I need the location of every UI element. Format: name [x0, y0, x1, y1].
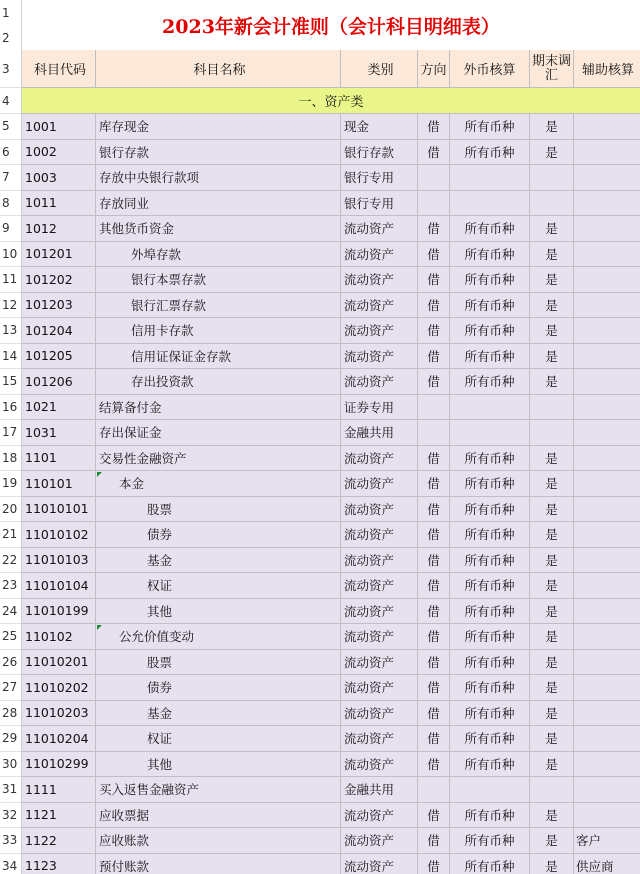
cell-period-end-adjust[interactable]: 是 [530, 318, 574, 344]
cell-code[interactable]: 1001 [22, 114, 96, 140]
row-number: 17 [0, 420, 22, 446]
cell-name[interactable]: 应收账款 [96, 828, 341, 854]
table-row [0, 548, 640, 574]
cell-direction[interactable]: 借 [418, 752, 450, 778]
cell-name[interactable]: 库存现金 [96, 114, 341, 140]
cell-period-end-adjust[interactable]: 是 [530, 548, 574, 574]
row-number: 20 [0, 497, 22, 523]
cell-comment-marker-icon [97, 472, 102, 477]
cell-code[interactable]: 1021 [22, 395, 96, 421]
cell-type[interactable]: 银行存款 [341, 140, 418, 166]
row-number: 9 [0, 216, 22, 242]
cell-foreign-currency[interactable]: 所有币种 [450, 318, 530, 344]
table-row [0, 828, 640, 854]
cell-direction[interactable]: 借 [418, 216, 450, 242]
cell-auxiliary[interactable] [574, 599, 640, 625]
row-number: 27 [0, 675, 22, 701]
cell-type[interactable]: 流动资产 [341, 803, 418, 829]
cell-type[interactable]: 流动资产 [341, 726, 418, 752]
cell-code[interactable]: 1002 [22, 140, 96, 166]
cell-code[interactable]: 11010299 [22, 752, 96, 778]
row-number: 8 [0, 191, 22, 217]
cell-period-end-adjust[interactable]: 是 [530, 446, 574, 472]
cell-name[interactable]: 预付账款 [96, 854, 341, 874]
cell-auxiliary[interactable]: 供应商 [574, 854, 640, 874]
header-code[interactable]: 科目代码 [22, 50, 96, 88]
cell-name[interactable]: 存出投资款 [96, 369, 341, 395]
cell-foreign-currency[interactable]: 所有币种 [450, 650, 530, 676]
cell-period-end-adjust[interactable] [530, 420, 574, 446]
header-type[interactable]: 类别 [341, 50, 418, 88]
cell-name[interactable]: 存放中央银行款项 [96, 165, 341, 191]
cell-name[interactable]: 股票 [96, 650, 341, 676]
table-row [0, 216, 640, 242]
cell-foreign-currency[interactable]: 所有币种 [450, 828, 530, 854]
cell-type[interactable]: 流动资产 [341, 446, 418, 472]
row-number: 25 [0, 624, 22, 650]
cell-auxiliary[interactable] [574, 752, 640, 778]
cell-type[interactable]: 流动资产 [341, 675, 418, 701]
cell-direction[interactable] [418, 395, 450, 421]
cell-type[interactable]: 流动资产 [341, 752, 418, 778]
row-number: 4 [0, 88, 22, 114]
cell-type[interactable]: 流动资产 [341, 522, 418, 548]
cell-code[interactable]: 101202 [22, 267, 96, 293]
cell-foreign-currency[interactable] [450, 420, 530, 446]
cell-auxiliary[interactable]: 客户 [574, 828, 640, 854]
cell-type[interactable]: 流动资产 [341, 828, 418, 854]
cell-name[interactable]: 信用卡存款 [96, 318, 341, 344]
row-number: 14 [0, 344, 22, 370]
cell-period-end-adjust[interactable]: 是 [530, 293, 574, 319]
cell-type[interactable]: 流动资产 [341, 344, 418, 370]
cell-direction[interactable]: 借 [418, 344, 450, 370]
cell-auxiliary[interactable] [574, 165, 640, 191]
header-foreign-currency[interactable]: 外币核算 [450, 50, 530, 88]
row-number: 33 [0, 828, 22, 854]
cell-direction[interactable]: 借 [418, 624, 450, 650]
cell-code[interactable]: 101204 [22, 318, 96, 344]
cell-code[interactable]: 11010104 [22, 573, 96, 599]
row-number: 21 [0, 522, 22, 548]
cell-comment-marker-icon [97, 625, 102, 630]
row-number: 28 [0, 701, 22, 727]
cell-period-end-adjust[interactable]: 是 [530, 803, 574, 829]
cell-period-end-adjust[interactable] [530, 165, 574, 191]
row-number: 31 [0, 777, 22, 803]
row-number: 12 [0, 293, 22, 319]
cell-auxiliary[interactable] [574, 140, 640, 166]
cell-foreign-currency[interactable] [450, 191, 530, 217]
row-number: 16 [0, 395, 22, 421]
table-row [0, 726, 640, 752]
row-number: 34 [0, 854, 22, 874]
cell-type[interactable]: 流动资产 [341, 548, 418, 574]
header-direction[interactable]: 方向 [418, 50, 450, 88]
cell-type[interactable]: 流动资产 [341, 242, 418, 268]
row-number: 15 [0, 369, 22, 395]
cell-foreign-currency[interactable]: 所有币种 [450, 140, 530, 166]
table-row [0, 573, 640, 599]
cell-name[interactable]: 买入返售金融资产 [96, 777, 341, 803]
cell-foreign-currency[interactable]: 所有币种 [450, 599, 530, 625]
table-row [0, 267, 640, 293]
table-row [0, 650, 640, 676]
cell-auxiliary[interactable] [574, 471, 640, 497]
table-row [0, 140, 640, 166]
cell-type[interactable]: 银行专用 [341, 165, 418, 191]
cell-type[interactable]: 流动资产 [341, 318, 418, 344]
cell-direction[interactable]: 借 [418, 242, 450, 268]
cell-foreign-currency[interactable]: 所有币种 [450, 624, 530, 650]
cell-period-end-adjust[interactable]: 是 [530, 242, 574, 268]
cell-type[interactable]: 金融共用 [341, 420, 418, 446]
cell-foreign-currency[interactable]: 所有币种 [450, 446, 530, 472]
cell-auxiliary[interactable] [574, 777, 640, 803]
header-auxiliary[interactable]: 辅助核算 [574, 50, 640, 88]
cell-direction[interactable]: 借 [418, 726, 450, 752]
section-title[interactable]: 一、资产类 [22, 88, 640, 114]
cell-auxiliary[interactable] [574, 624, 640, 650]
table-row [0, 777, 640, 803]
cell-period-end-adjust[interactable] [530, 191, 574, 217]
cell-type[interactable]: 金融共用 [341, 777, 418, 803]
cell-direction[interactable]: 借 [418, 140, 450, 166]
row-number: 18 [0, 446, 22, 472]
cell-auxiliary[interactable] [574, 701, 640, 727]
cell-auxiliary[interactable] [574, 522, 640, 548]
table-row [0, 191, 640, 217]
cell-code[interactable]: 1012 [22, 216, 96, 242]
cell-type[interactable]: 流动资产 [341, 216, 418, 242]
row-number: 1 [2, 5, 10, 20]
cell-type[interactable]: 现金 [341, 114, 418, 140]
cell-foreign-currency[interactable]: 所有币种 [450, 369, 530, 395]
cell-name[interactable]: 其他货币资金 [96, 216, 341, 242]
cell-name[interactable]: 基金 [96, 548, 341, 574]
cell-foreign-currency[interactable]: 所有币种 [450, 242, 530, 268]
cell-period-end-adjust[interactable]: 是 [530, 624, 574, 650]
cell-type[interactable]: 流动资产 [341, 624, 418, 650]
cell-direction[interactable]: 借 [418, 675, 450, 701]
cell-code[interactable]: 11010199 [22, 599, 96, 625]
cell-type[interactable]: 流动资产 [341, 650, 418, 676]
cell-direction[interactable]: 借 [418, 471, 450, 497]
cell-name[interactable]: 信用证保证金存款 [96, 344, 341, 370]
table-row [0, 497, 640, 523]
cell-code[interactable]: 11010203 [22, 701, 96, 727]
table-row [0, 344, 640, 370]
cell-type[interactable]: 银行专用 [341, 191, 418, 217]
cell-code[interactable]: 1123 [22, 854, 96, 874]
cell-name[interactable]: 银行汇票存款 [96, 293, 341, 319]
table-row [0, 803, 640, 829]
cell-type[interactable]: 流动资产 [341, 471, 418, 497]
section-row [0, 88, 640, 114]
table-row [0, 165, 640, 191]
cell-type[interactable]: 流动资产 [341, 701, 418, 727]
cell-name[interactable]: 结算备付金 [96, 395, 341, 421]
cell-direction[interactable]: 借 [418, 548, 450, 574]
cell-direction[interactable]: 借 [418, 446, 450, 472]
cell-direction[interactable]: 借 [418, 267, 450, 293]
cell-name[interactable]: 公允价值变动 [96, 624, 341, 650]
cell-auxiliary[interactable] [574, 726, 640, 752]
cell-name[interactable]: 本金 [96, 471, 341, 497]
cell-name[interactable]: 权证 [96, 726, 341, 752]
cell-code[interactable]: 110101 [22, 471, 96, 497]
cell-direction[interactable]: 借 [418, 573, 450, 599]
cell-period-end-adjust[interactable]: 是 [530, 344, 574, 370]
cell-type[interactable]: 流动资产 [341, 854, 418, 874]
cell-foreign-currency[interactable]: 所有币种 [450, 293, 530, 319]
cell-foreign-currency[interactable]: 所有币种 [450, 471, 530, 497]
cell-period-end-adjust[interactable]: 是 [530, 140, 574, 166]
row-number: 6 [0, 140, 22, 166]
cell-name[interactable]: 其他 [96, 599, 341, 625]
cell-direction[interactable]: 借 [418, 599, 450, 625]
cell-period-end-adjust[interactable]: 是 [530, 854, 574, 874]
cell-direction[interactable]: 借 [418, 369, 450, 395]
cell-direction[interactable]: 借 [418, 522, 450, 548]
cell-period-end-adjust[interactable]: 是 [530, 701, 574, 727]
row-number: 2 [2, 30, 10, 45]
cell-auxiliary[interactable] [574, 573, 640, 599]
cell-code[interactable]: 101206 [22, 369, 96, 395]
table-row [0, 318, 640, 344]
table-row [0, 522, 640, 548]
cell-name[interactable]: 股票 [96, 497, 341, 523]
cell-foreign-currency[interactable]: 所有币种 [450, 344, 530, 370]
cell-period-end-adjust[interactable]: 是 [530, 828, 574, 854]
cell-foreign-currency[interactable]: 所有币种 [450, 548, 530, 574]
row-number-gutter [0, 0, 22, 50]
cell-period-end-adjust[interactable]: 是 [530, 497, 574, 523]
row-number: 7 [0, 165, 22, 191]
cell-auxiliary[interactable] [574, 191, 640, 217]
cell-foreign-currency[interactable] [450, 777, 530, 803]
cell-auxiliary[interactable] [574, 344, 640, 370]
cell-period-end-adjust[interactable]: 是 [530, 752, 574, 778]
cell-direction[interactable]: 借 [418, 293, 450, 319]
cell-direction[interactable] [418, 777, 450, 803]
cell-period-end-adjust[interactable]: 是 [530, 471, 574, 497]
cell-foreign-currency[interactable]: 所有币种 [450, 854, 530, 874]
row-number: 11 [0, 267, 22, 293]
cell-auxiliary[interactable] [574, 420, 640, 446]
cell-auxiliary[interactable] [574, 114, 640, 140]
cell-auxiliary[interactable] [574, 675, 640, 701]
cell-code[interactable]: 101203 [22, 293, 96, 319]
cell-auxiliary[interactable] [574, 369, 640, 395]
row-number: 13 [0, 318, 22, 344]
table-row [0, 599, 640, 625]
cell-period-end-adjust[interactable]: 是 [530, 650, 574, 676]
row-number: 26 [0, 650, 22, 676]
cell-auxiliary[interactable] [574, 446, 640, 472]
table-row [0, 701, 640, 727]
table-row [0, 114, 640, 140]
cell-period-end-adjust[interactable]: 是 [530, 114, 574, 140]
cell-type[interactable]: 流动资产 [341, 497, 418, 523]
table-row [0, 369, 640, 395]
row-number: 22 [0, 548, 22, 574]
cell-direction[interactable]: 借 [418, 650, 450, 676]
cell-period-end-adjust[interactable]: 是 [530, 599, 574, 625]
cell-foreign-currency[interactable]: 所有币种 [450, 803, 530, 829]
cell-code[interactable]: 11010102 [22, 522, 96, 548]
row-number: 29 [0, 726, 22, 752]
cell-foreign-currency[interactable]: 所有币种 [450, 267, 530, 293]
table-row [0, 624, 640, 650]
cell-period-end-adjust[interactable]: 是 [530, 675, 574, 701]
cell-foreign-currency[interactable]: 所有币种 [450, 114, 530, 140]
row-number: 19 [0, 471, 22, 497]
cell-code[interactable]: 1122 [22, 828, 96, 854]
cell-code[interactable]: 1031 [22, 420, 96, 446]
cell-auxiliary[interactable] [574, 242, 640, 268]
cell-name[interactable]: 应收票据 [96, 803, 341, 829]
cell-code[interactable]: 11010103 [22, 548, 96, 574]
cell-code[interactable]: 101201 [22, 242, 96, 268]
cell-direction[interactable]: 借 [418, 828, 450, 854]
cell-period-end-adjust[interactable] [530, 777, 574, 803]
cell-auxiliary[interactable] [574, 293, 640, 319]
cell-type[interactable]: 流动资产 [341, 267, 418, 293]
cell-foreign-currency[interactable]: 所有币种 [450, 752, 530, 778]
cell-name[interactable]: 基金 [96, 701, 341, 727]
sheet-title[interactable]: 2023年新会计准则（会计科目明细表） [22, 0, 640, 50]
cell-direction[interactable] [418, 191, 450, 217]
cell-direction[interactable] [418, 165, 450, 191]
cell-auxiliary[interactable] [574, 548, 640, 574]
cell-period-end-adjust[interactable]: 是 [530, 726, 574, 752]
title-row [0, 0, 640, 50]
cell-auxiliary[interactable] [574, 216, 640, 242]
cell-direction[interactable]: 借 [418, 701, 450, 727]
cell-auxiliary[interactable] [574, 318, 640, 344]
cell-period-end-adjust[interactable]: 是 [530, 522, 574, 548]
cell-type[interactable]: 流动资产 [341, 369, 418, 395]
cell-auxiliary[interactable] [574, 267, 640, 293]
cell-name[interactable]: 银行本票存款 [96, 267, 341, 293]
cell-code[interactable]: 1101 [22, 446, 96, 472]
cell-auxiliary[interactable] [574, 803, 640, 829]
cell-code[interactable]: 101205 [22, 344, 96, 370]
cell-foreign-currency[interactable]: 所有币种 [450, 573, 530, 599]
cell-name[interactable]: 存出保证金 [96, 420, 341, 446]
cell-period-end-adjust[interactable] [530, 395, 574, 421]
cell-foreign-currency[interactable] [450, 395, 530, 421]
cell-auxiliary[interactable] [574, 650, 640, 676]
cell-direction[interactable]: 借 [418, 803, 450, 829]
table-row [0, 752, 640, 778]
row-number: 5 [0, 114, 22, 140]
cell-foreign-currency[interactable]: 所有币种 [450, 216, 530, 242]
table-row [0, 854, 640, 874]
cell-name[interactable]: 外埠存款 [96, 242, 341, 268]
table-row [0, 471, 640, 497]
cell-name[interactable]: 交易性金融资产 [96, 446, 341, 472]
cell-foreign-currency[interactable]: 所有币种 [450, 701, 530, 727]
cell-direction[interactable]: 借 [418, 318, 450, 344]
cell-foreign-currency[interactable]: 所有币种 [450, 497, 530, 523]
cell-name[interactable]: 权证 [96, 573, 341, 599]
cell-direction[interactable]: 借 [418, 854, 450, 874]
row-number: 30 [0, 752, 22, 778]
table-row [0, 420, 640, 446]
cell-type[interactable]: 流动资产 [341, 599, 418, 625]
cell-code[interactable]: 11010101 [22, 497, 96, 523]
cell-code[interactable]: 110102 [22, 624, 96, 650]
row-number: 3 [0, 50, 22, 88]
header-name[interactable]: 科目名称 [96, 50, 341, 88]
cell-foreign-currency[interactable]: 所有币种 [450, 726, 530, 752]
cell-auxiliary[interactable] [574, 395, 640, 421]
cell-type[interactable]: 证券专用 [341, 395, 418, 421]
cell-code[interactable]: 1011 [22, 191, 96, 217]
table-row [0, 395, 640, 421]
cell-type[interactable]: 流动资产 [341, 293, 418, 319]
cell-foreign-currency[interactable] [450, 165, 530, 191]
cell-name[interactable]: 债券 [96, 675, 341, 701]
cell-direction[interactable]: 借 [418, 497, 450, 523]
table-row [0, 446, 640, 472]
row-number: 32 [0, 803, 22, 829]
cell-code[interactable]: 1111 [22, 777, 96, 803]
row-number: 24 [0, 599, 22, 625]
cell-period-end-adjust[interactable]: 是 [530, 573, 574, 599]
cell-period-end-adjust[interactable]: 是 [530, 369, 574, 395]
cell-name[interactable]: 债券 [96, 522, 341, 548]
cell-code[interactable]: 1121 [22, 803, 96, 829]
cell-code[interactable]: 11010202 [22, 675, 96, 701]
table-row [0, 293, 640, 319]
cell-period-end-adjust[interactable]: 是 [530, 267, 574, 293]
row-number: 10 [0, 242, 22, 268]
cell-foreign-currency[interactable]: 所有币种 [450, 522, 530, 548]
cell-direction[interactable]: 借 [418, 114, 450, 140]
table-row [0, 242, 640, 268]
cell-code[interactable]: 1003 [22, 165, 96, 191]
header-period-end-adjust[interactable]: 期末调汇 [530, 50, 574, 88]
row-number: 23 [0, 573, 22, 599]
header-row [0, 50, 640, 88]
cell-name[interactable]: 其他 [96, 752, 341, 778]
cell-foreign-currency[interactable]: 所有币种 [450, 675, 530, 701]
cell-code[interactable]: 11010204 [22, 726, 96, 752]
cell-direction[interactable] [418, 420, 450, 446]
cell-type[interactable]: 流动资产 [341, 573, 418, 599]
table-row [0, 675, 640, 701]
cell-auxiliary[interactable] [574, 497, 640, 523]
cell-name[interactable]: 银行存款 [96, 140, 341, 166]
cell-code[interactable]: 11010201 [22, 650, 96, 676]
cell-period-end-adjust[interactable]: 是 [530, 216, 574, 242]
cell-name[interactable]: 存放同业 [96, 191, 341, 217]
